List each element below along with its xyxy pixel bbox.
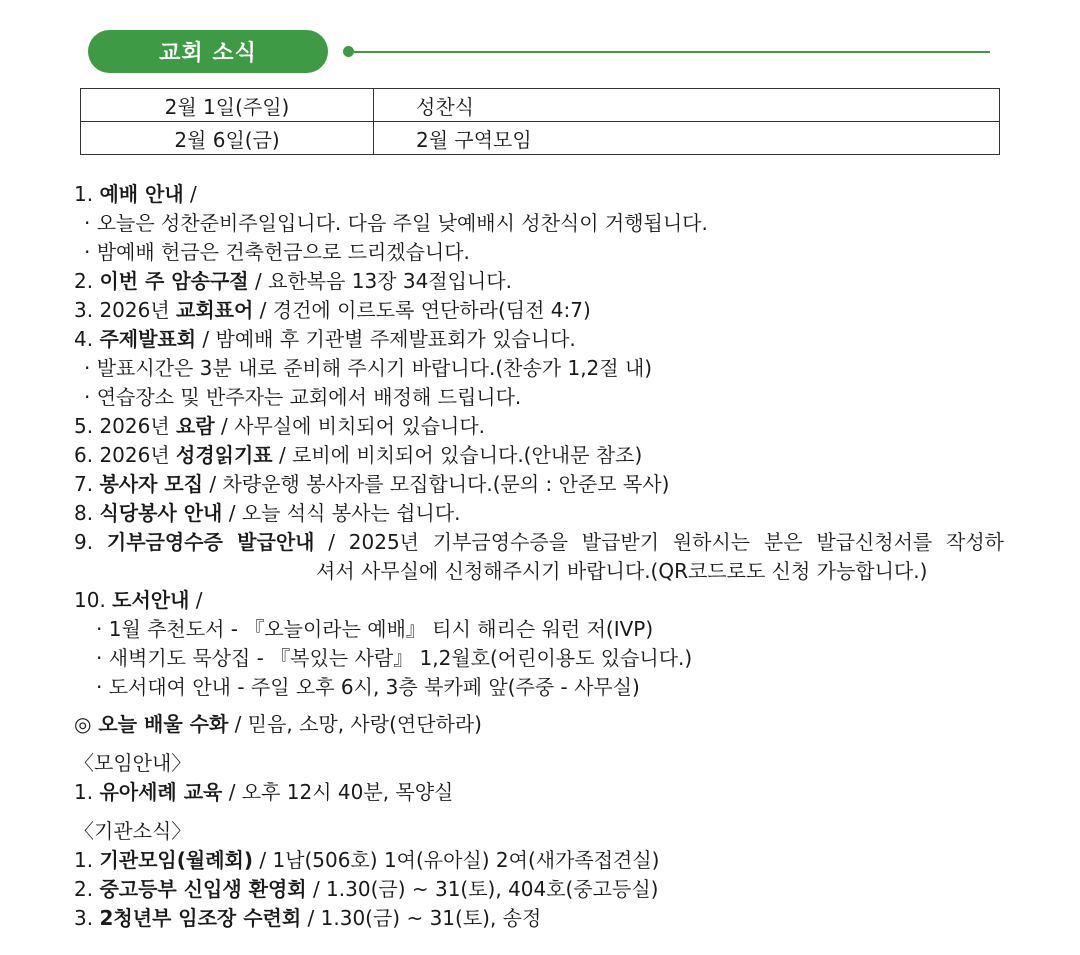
notice-list xyxy=(74,180,1004,933)
section-title-text: 교회 소식 xyxy=(159,41,257,66)
schedule-event: 2월 구역모임 xyxy=(374,122,1000,155)
notice-continuation: 셔서 사무실에 신청해주시기 바랍니다.(QR코드로도 신청 가능합니다.) xyxy=(316,559,928,583)
notice-subitem: · 도서대여 안내 - 주일 오후 6시, 3층 북카페 앞(주중 - 사무실) xyxy=(96,675,640,699)
notice-title: 식당봉사 안내 xyxy=(99,501,223,525)
notice-item: 8. 식당봉사 안내 / 오늘 석식 봉사는 쉽니다. xyxy=(74,501,461,525)
org-news-item: 1. 기관모임(월례회) / 1남(506호) 1여(유아실) 2여(새가족접견실) xyxy=(74,848,660,872)
sign-language-verse: ◎ 오늘 배울 수화 / 믿음, 소망, 사랑(연단하라) xyxy=(74,712,482,736)
notice-item: 7. 봉사자 모집 / 차량운행 봉사자를 모집합니다.(문의 : 안준모 목사) xyxy=(74,472,670,496)
table-row xyxy=(81,89,1000,122)
notice-title: 봉사자 모집 xyxy=(99,472,204,496)
org-news-item: 2. 중고등부 신입생 환영회 / 1.30(금) ~ 31(토), 404호(중고등실) xyxy=(74,877,659,901)
notice-subitem: · 1월 추천도서 - 『오늘이라는 예배』 티시 해리슨 워런 저(IVP) xyxy=(96,617,654,641)
notice-subitem: · 오늘은 성찬준비주일입니다. 다음 주일 낮예배시 성찬식이 거행됩니다. xyxy=(84,211,708,235)
notice-subitem: · 새벽기도 묵상집 - 『복있는 사람』 1,2월호(어린이용도 있습니다.) xyxy=(96,646,693,670)
notice-title: 기부금영수증 발급안내 xyxy=(106,530,315,554)
notice-item: 6. 2026년 성경읽기표 / 로비에 비치되어 있습니다.(안내문 참조) xyxy=(74,443,643,467)
org-news-title: 2청년부 임조장 수련회 xyxy=(99,906,302,930)
schedule-date: 2월 6일(금) xyxy=(81,122,374,155)
meeting-title: 유아세례 교육 xyxy=(99,780,223,804)
notice-item: 10. 도서안내 / xyxy=(74,588,203,612)
schedule-date: 2월 1일(주일) xyxy=(81,89,374,122)
notice-item: 3. 2026년 교회표어 / 경건에 이르도록 연단하라(딤전 4:7) xyxy=(74,298,591,322)
org-news-title: 기관모임(월례회) xyxy=(99,848,253,872)
section-title xyxy=(88,30,328,73)
notice-title: 이번 주 암송구절 xyxy=(99,269,249,293)
org-news-title: 중고등부 신입생 환영회 xyxy=(99,877,307,901)
notice-subitem: · 연습장소 및 반주자는 교회에서 배정해 드립니다. xyxy=(84,385,522,409)
notice-title: 교회표어 xyxy=(176,298,254,322)
notice-title: 요람 xyxy=(176,414,215,438)
notice-subitem: · 발표시간은 3분 내로 준비해 주시기 바랍니다.(찬송가 1,2절 내) xyxy=(84,356,653,380)
schedule-event: 성찬식 xyxy=(374,89,1000,122)
notice-item: 5. 2026년 요람 / 사무실에 비치되어 있습니다. xyxy=(74,414,486,438)
header-divider xyxy=(354,51,990,53)
notice-title: 도서안내 xyxy=(112,588,190,612)
notice-title: 성경읽기표 xyxy=(176,443,273,467)
table-row xyxy=(81,122,1000,155)
notice-item: 2. 이번 주 암송구절 / 요한복음 13장 34절입니다. xyxy=(74,269,512,293)
notice-subitem: · 밤예배 헌금은 건축헌금으로 드리겠습니다. xyxy=(84,240,470,264)
notice-title: 예배 안내 xyxy=(99,182,184,206)
notice-item: 4. 주제발표회 / 밤예배 후 기관별 주제발표회가 있습니다. xyxy=(74,327,576,351)
org-news-item: 3. 2청년부 임조장 수련회 / 1.30(금) ~ 31(토), 송정 xyxy=(74,906,542,930)
header-dot xyxy=(343,46,354,57)
schedule-table xyxy=(80,88,1000,155)
notice-item: 1. 예배 안내 / xyxy=(74,182,197,206)
org-news-heading: 〈기관소식〉 xyxy=(74,819,192,843)
notice-title: 주제발표회 xyxy=(99,327,197,351)
meeting-heading: 〈모임안내〉 xyxy=(74,751,192,775)
notice-item: 9. 기부금영수증 발급안내 / 2025년 기부금영수증을 발급받기 원하시는 분은 발급신청서를 작성하 xyxy=(74,530,1004,554)
verse-title: ◎ 오늘 배울 수화 xyxy=(74,712,229,736)
meeting-item: 1. 유아세례 교육 / 오후 12시 40분, 목양실 xyxy=(74,780,454,804)
